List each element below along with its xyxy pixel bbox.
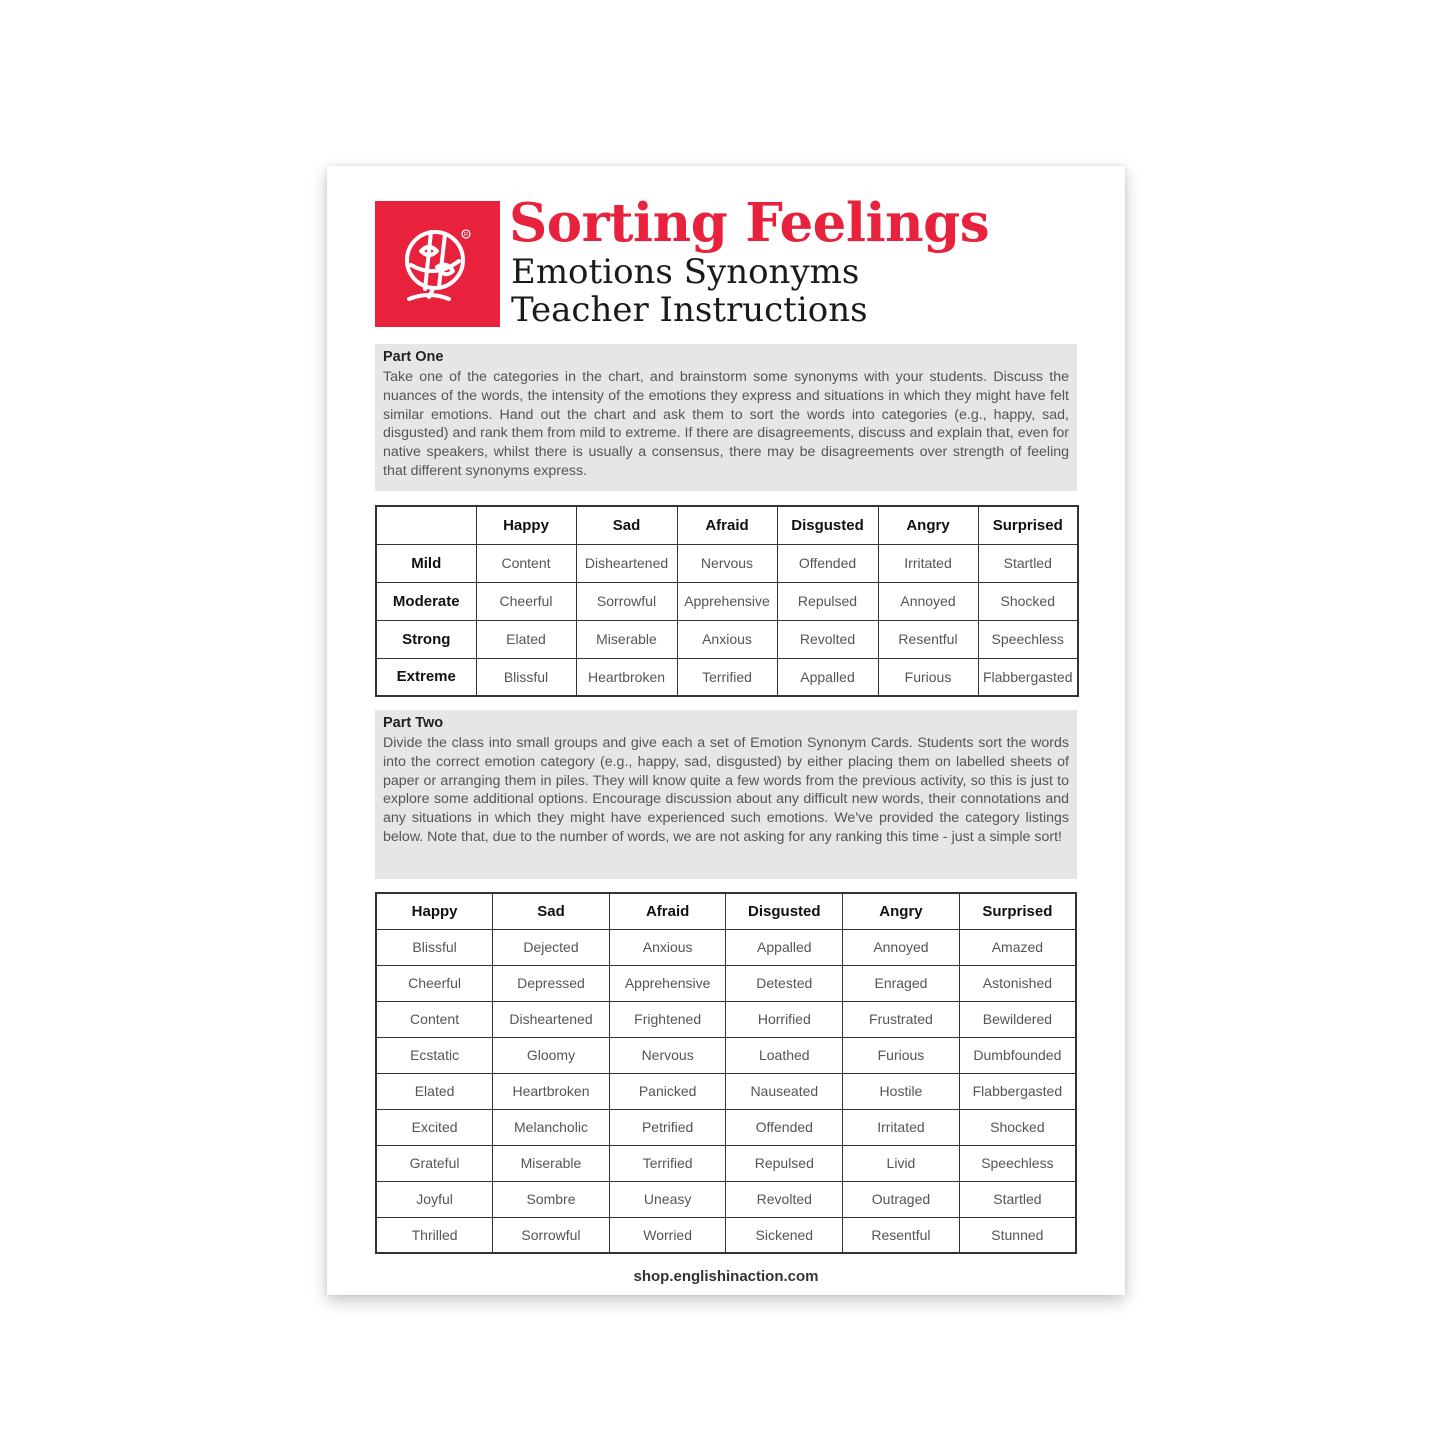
table-cell: Speechless [959,1145,1076,1181]
table-cell: Joyful [376,1181,493,1217]
table-cell: Nervous [609,1037,726,1073]
table-cell: Flabbergasted [959,1073,1076,1109]
ranking-col-header: Afraid [677,506,777,544]
table-cell: Content [376,1001,493,1037]
table-row [376,1181,1076,1217]
ela-globe-logo-icon [375,201,500,327]
table-cell: Dumbfounded [959,1037,1076,1073]
part-two-panel [375,710,1077,879]
table-cell: Furious [878,658,978,696]
ranking-table [375,505,1079,697]
table-cell: Terrified [609,1145,726,1181]
table-row [376,1109,1076,1145]
table-cell: Miserable [576,620,677,658]
table-cell: Loathed [726,1037,843,1073]
table-row [376,965,1076,1001]
table-cell: Annoyed [878,582,978,620]
table-cell: Hostile [843,1073,960,1109]
category-table [375,892,1077,1254]
table-cell: Blissful [476,658,576,696]
table-cell: Bewildered [959,1001,1076,1037]
subtitle-line-2: Teacher Instructions [511,290,868,330]
table-cell: Stunned [959,1217,1076,1253]
part-one-text: Take one of the categories in the chart, and brainstorm some synonyms with your students. Discuss the nuances of the words, the intensity of the emotions they express and situations in which they might have felt similar emotions. Hand out the chart and ask them to sort the words into categories (e.g., happy, sad, disgusted) and rank them from mild to extreme. If there are disagreements, discuss and explain that, even for native speakers, whilst there is usually a consensus, there may be disagreements over strength of feeling that different synonyms express. [383,369,1069,479]
table-cell: Disheartened [576,544,677,582]
ranking-col-header: Happy [476,506,576,544]
ranking-col-header: Surprised [978,506,1078,544]
table-row [376,1001,1076,1037]
table-cell: Speechless [978,620,1078,658]
table-cell: Nauseated [726,1073,843,1109]
table-cell: Sorrowful [493,1217,610,1253]
category-col-header: Sad [493,893,610,929]
brand-logo [375,201,500,327]
table-cell: Resentful [843,1217,960,1253]
category-col-header: Angry [843,893,960,929]
ranking-row-label: Extreme [376,658,476,696]
table-cell: Shocked [978,582,1078,620]
table-cell: Irritated [843,1109,960,1145]
part-two-text: Divide the class into small groups and give each a set of Emotion Synonym Cards. Students sort the words into the correct emotion category (e.g., happy, sad, disgusted) by either placing them on labelled sheets of paper or arranging them in piles. They will know quite a few words from the previous activity, so this is just to explore some additional options. Encourage discussion about any difficult new words, their connotations and any situations in which they might have experienced such emotions. We've provided the category listings below. Note that, due to the number of words, we are not asking for any ranking this time - just a simple sort! [383,735,1069,845]
page-title: Sorting Feelings [509,192,990,254]
table-cell: Cheerful [376,965,493,1001]
table-cell: Nervous [677,544,777,582]
category-col-header: Disgusted [726,893,843,929]
table-cell: Melancholic [493,1109,610,1145]
table-cell: Ecstatic [376,1037,493,1073]
category-col-header: Surprised [959,893,1076,929]
table-cell: Excited [376,1109,493,1145]
table-cell: Elated [476,620,576,658]
table-cell: Frustrated [843,1001,960,1037]
table-cell: Shocked [959,1109,1076,1145]
table-cell: Repulsed [777,582,878,620]
table-cell: Appalled [726,929,843,965]
table-cell: Outraged [843,1181,960,1217]
table-cell: Sickened [726,1217,843,1253]
table-cell: Sombre [493,1181,610,1217]
ranking-row-label: Moderate [376,582,476,620]
table-cell: Apprehensive [677,582,777,620]
table-cell: Frightened [609,1001,726,1037]
table-cell: Heartbroken [576,658,677,696]
table-cell: Apprehensive [609,965,726,1001]
table-cell: Anxious [609,929,726,965]
table-row [376,1217,1076,1253]
table-cell: Anxious [677,620,777,658]
table-cell: Astonished [959,965,1076,1001]
table-cell: Amazed [959,929,1076,965]
table-cell: Grateful [376,1145,493,1181]
table-cell: Revolted [777,620,878,658]
table-cell: Elated [376,1073,493,1109]
table-row [376,544,1078,582]
table-cell: Gloomy [493,1037,610,1073]
table-cell: Offended [777,544,878,582]
table-cell: Startled [959,1181,1076,1217]
table-cell: Blissful [376,929,493,965]
table-cell: Livid [843,1145,960,1181]
ranking-row-label: Strong [376,620,476,658]
table-cell: Heartbroken [493,1073,610,1109]
footer-url: shop.englishinaction.com [633,1268,819,1285]
category-table-header-row [376,893,1076,929]
category-col-header: Afraid [609,893,726,929]
table-cell: Depressed [493,965,610,1001]
ranking-col-header: Disgusted [777,506,878,544]
table-cell: Terrified [677,658,777,696]
table-cell: Petrified [609,1109,726,1145]
table-cell: Startled [978,544,1078,582]
ranking-col-header [376,506,476,544]
category-col-header: Happy [376,893,493,929]
table-cell: Revolted [726,1181,843,1217]
table-cell: Sorrowful [576,582,677,620]
table-cell: Furious [843,1037,960,1073]
table-cell: Detested [726,965,843,1001]
table-row [376,658,1078,696]
table-cell: Appalled [777,658,878,696]
subtitle-line-1: Emotions Synonyms [511,252,860,292]
part-two-heading: Part Two [383,715,444,731]
category-table-body [376,929,1076,1253]
ranking-col-header: Angry [878,506,978,544]
table-cell: Worried [609,1217,726,1253]
table-cell: Thrilled [376,1217,493,1253]
table-cell: Miserable [493,1145,610,1181]
table-row [376,582,1078,620]
table-cell: Irritated [878,544,978,582]
table-cell: Enraged [843,965,960,1001]
table-cell: Offended [726,1109,843,1145]
table-row [376,1145,1076,1181]
table-row [376,1037,1076,1073]
part-one-panel [375,344,1077,491]
part-one-heading: Part One [383,349,444,365]
table-cell: Dejected [493,929,610,965]
table-cell: Panicked [609,1073,726,1109]
svg-text:R: R [464,232,468,238]
ranking-col-header: Sad [576,506,677,544]
table-cell: Annoyed [843,929,960,965]
table-cell: Resentful [878,620,978,658]
table-row [376,929,1076,965]
table-cell: Cheerful [476,582,576,620]
table-cell: Repulsed [726,1145,843,1181]
ranking-table-header-row [376,506,1078,544]
table-cell: Horrified [726,1001,843,1037]
table-row [376,1073,1076,1109]
table-cell: Uneasy [609,1181,726,1217]
table-cell: Content [476,544,576,582]
table-cell: Disheartened [493,1001,610,1037]
worksheet-page [327,166,1125,1295]
ranking-row-label: Mild [376,544,476,582]
table-cell: Flabbergasted [978,658,1078,696]
table-row [376,620,1078,658]
